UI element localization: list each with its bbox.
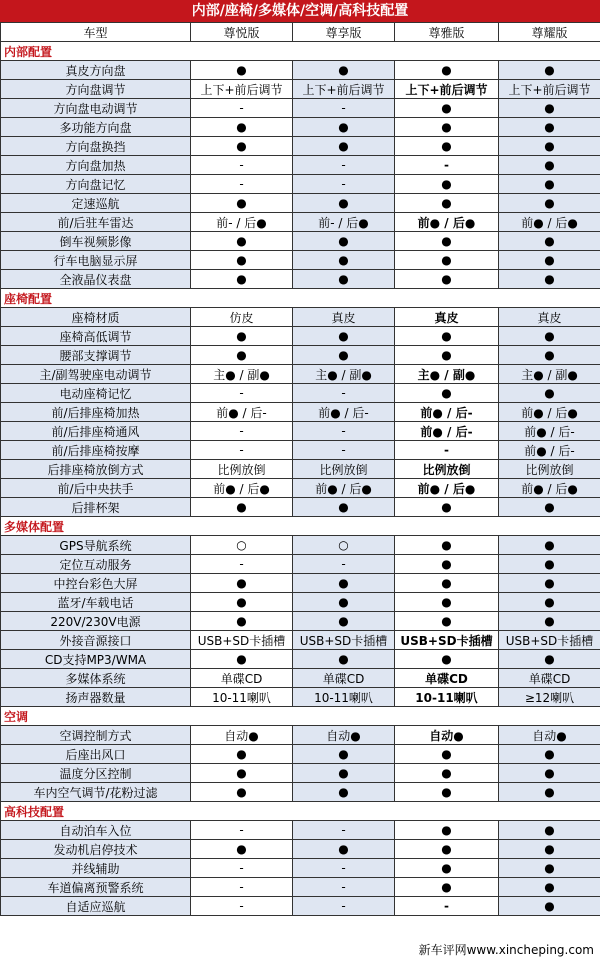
- feature-value: ●: [395, 593, 499, 612]
- header-trim-2: 尊享版: [293, 23, 395, 42]
- feature-value: ●: [191, 498, 293, 517]
- feature-value: ○: [191, 536, 293, 555]
- feature-label: 座椅材质: [1, 308, 191, 327]
- feature-value: -: [293, 897, 395, 916]
- feature-value: 单碟CD: [499, 669, 600, 688]
- section-title: 多媒体配置: [1, 517, 600, 536]
- feature-value: 自动●: [499, 726, 600, 745]
- feature-value: ●: [191, 61, 293, 80]
- feature-value: -: [191, 555, 293, 574]
- feature-label: 车内空气调节/花粉过滤: [1, 783, 191, 802]
- feature-value: ●: [293, 764, 395, 783]
- feature-value: ●: [499, 764, 600, 783]
- table-row: [1, 498, 600, 517]
- feature-value: USB+SD卡插槽: [293, 631, 395, 650]
- feature-value: -: [293, 859, 395, 878]
- feature-value: 前● / 后-: [499, 441, 600, 460]
- feature-value: ●: [395, 346, 499, 365]
- table-row: [1, 422, 600, 441]
- feature-value: ●: [499, 99, 600, 118]
- table-row: [1, 346, 600, 365]
- feature-value: ●: [395, 194, 499, 213]
- feature-label: 方向盘加热: [1, 156, 191, 175]
- feature-label: 外接音源接口: [1, 631, 191, 650]
- feature-label: 方向盘调节: [1, 80, 191, 99]
- table-row: [1, 232, 600, 251]
- feature-value: ●: [395, 574, 499, 593]
- spec-table: [0, 22, 600, 916]
- feature-value: ●: [191, 783, 293, 802]
- feature-value: ●: [395, 821, 499, 840]
- table-row: [1, 460, 600, 479]
- feature-value: ●: [191, 840, 293, 859]
- feature-label: 自动泊车入位: [1, 821, 191, 840]
- feature-value: ●: [499, 194, 600, 213]
- feature-value: 前- / 后●: [293, 213, 395, 232]
- feature-value: 前● / 后●: [499, 213, 600, 232]
- feature-value: ●: [499, 574, 600, 593]
- feature-value: ●: [499, 384, 600, 403]
- table-row: [1, 783, 600, 802]
- table-row: [1, 80, 600, 99]
- table-row: [1, 308, 600, 327]
- feature-value: ●: [499, 232, 600, 251]
- feature-label: 前/后排座椅加热: [1, 403, 191, 422]
- feature-value: ●: [293, 251, 395, 270]
- table-row: [1, 840, 600, 859]
- feature-value: 前● / 后●: [395, 479, 499, 498]
- feature-value: ●: [499, 878, 600, 897]
- feature-label: 后排座椅放倒方式: [1, 460, 191, 479]
- feature-value: 前● / 后-: [395, 422, 499, 441]
- feature-label: 真皮方向盘: [1, 61, 191, 80]
- feature-value: ●: [395, 498, 499, 517]
- feature-value: ●: [191, 650, 293, 669]
- feature-value: ●: [293, 745, 395, 764]
- feature-value: 自动●: [191, 726, 293, 745]
- feature-value: ●: [395, 61, 499, 80]
- feature-value: ●: [395, 536, 499, 555]
- section-row: [1, 289, 600, 308]
- feature-label: 发动机启停技术: [1, 840, 191, 859]
- feature-value: ●: [395, 878, 499, 897]
- feature-value: -: [293, 99, 395, 118]
- feature-value: ●: [499, 612, 600, 631]
- table-row: [1, 631, 600, 650]
- feature-value: ●: [499, 346, 600, 365]
- feature-label: 并线辅助: [1, 859, 191, 878]
- table-row: [1, 384, 600, 403]
- header-model-label: 车型: [1, 23, 191, 42]
- feature-value: ●: [191, 745, 293, 764]
- feature-value: 10-11喇叭: [395, 688, 499, 707]
- feature-label: 前/后中央扶手: [1, 479, 191, 498]
- table-row: [1, 669, 600, 688]
- feature-value: ●: [499, 270, 600, 289]
- feature-value: ●: [499, 840, 600, 859]
- feature-value: ●: [293, 137, 395, 156]
- feature-value: ●: [499, 593, 600, 612]
- feature-value: ●: [191, 327, 293, 346]
- feature-label: 座椅高低调节: [1, 327, 191, 346]
- feature-value: -: [191, 99, 293, 118]
- feature-value: ●: [395, 612, 499, 631]
- feature-value: USB+SD卡插槽: [395, 631, 499, 650]
- feature-value: -: [293, 555, 395, 574]
- feature-value: -: [293, 156, 395, 175]
- feature-value: 真皮: [395, 308, 499, 327]
- feature-value: ●: [499, 498, 600, 517]
- feature-value: -: [395, 441, 499, 460]
- feature-value: ●: [395, 137, 499, 156]
- table-row: [1, 612, 600, 631]
- feature-value: ●: [395, 859, 499, 878]
- feature-value: 主● / 副●: [293, 365, 395, 384]
- feature-value: USB+SD卡插槽: [499, 631, 600, 650]
- feature-value: ●: [395, 384, 499, 403]
- feature-value: 前- / 后●: [191, 213, 293, 232]
- feature-value: -: [191, 821, 293, 840]
- feature-value: USB+SD卡插槽: [191, 631, 293, 650]
- table-row: [1, 726, 600, 745]
- feature-value: ●: [293, 593, 395, 612]
- feature-value: ●: [499, 175, 600, 194]
- feature-label: 前/后排座椅按摩: [1, 441, 191, 460]
- table-row: [1, 251, 600, 270]
- footer-credit: 新车评网www.xincheping.com: [418, 943, 594, 957]
- feature-value: ●: [395, 745, 499, 764]
- feature-value: 自动●: [395, 726, 499, 745]
- feature-value: 主● / 副●: [499, 365, 600, 384]
- feature-value: ●: [499, 536, 600, 555]
- feature-value: ●: [499, 327, 600, 346]
- table-row: [1, 365, 600, 384]
- feature-value: -: [191, 859, 293, 878]
- feature-value: ●: [395, 840, 499, 859]
- table-row: [1, 859, 600, 878]
- section-title: 内部配置: [1, 42, 600, 61]
- feature-label: 行车电脑显示屏: [1, 251, 191, 270]
- feature-value: ●: [395, 327, 499, 346]
- section-title: 座椅配置: [1, 289, 600, 308]
- feature-value: ●: [293, 574, 395, 593]
- feature-label: 全液晶仪表盘: [1, 270, 191, 289]
- feature-label: 蓝牙/车载电话: [1, 593, 191, 612]
- feature-value: 比例放倒: [293, 460, 395, 479]
- feature-value: -: [191, 897, 293, 916]
- table-row: [1, 650, 600, 669]
- feature-value: 前● / 后●: [499, 479, 600, 498]
- feature-value: 比例放倒: [191, 460, 293, 479]
- feature-value: ●: [395, 764, 499, 783]
- feature-value: 上下+前后调节: [395, 80, 499, 99]
- feature-label: 扬声器数量: [1, 688, 191, 707]
- feature-label: 温度分区控制: [1, 764, 191, 783]
- table-row: [1, 897, 600, 916]
- feature-value: ●: [395, 270, 499, 289]
- feature-value: 上下+前后调节: [293, 80, 395, 99]
- table-row: [1, 213, 600, 232]
- header-trim-1: 尊悦版: [191, 23, 293, 42]
- feature-value: ●: [191, 612, 293, 631]
- feature-value: ●: [395, 555, 499, 574]
- feature-value: 前● / 后●: [191, 479, 293, 498]
- feature-label: CD支持MP3/WMA: [1, 650, 191, 669]
- feature-value: 前● / 后●: [395, 213, 499, 232]
- feature-value: ●: [499, 897, 600, 916]
- table-row: [1, 688, 600, 707]
- feature-label: 中控台彩色大屏: [1, 574, 191, 593]
- feature-value: ●: [191, 194, 293, 213]
- feature-label: 腰部支撑调节: [1, 346, 191, 365]
- feature-label: 前/后驻车雷达: [1, 213, 191, 232]
- feature-value: ●: [499, 251, 600, 270]
- feature-label: 倒车视频影像: [1, 232, 191, 251]
- section-title: 空调: [1, 707, 600, 726]
- feature-label: 后座出风口: [1, 745, 191, 764]
- feature-value: ●: [395, 118, 499, 137]
- section-row: [1, 517, 600, 536]
- feature-value: ●: [191, 593, 293, 612]
- header-trim-4: 尊耀版: [499, 23, 600, 42]
- feature-value: ●: [499, 61, 600, 80]
- feature-value: ●: [499, 745, 600, 764]
- feature-value: ●: [499, 555, 600, 574]
- feature-label: 方向盘电动调节: [1, 99, 191, 118]
- feature-value: ●: [293, 498, 395, 517]
- feature-value: -: [191, 156, 293, 175]
- feature-value: ●: [499, 859, 600, 878]
- feature-value: ≥12喇叭: [499, 688, 600, 707]
- feature-value: -: [293, 821, 395, 840]
- feature-value: ●: [395, 232, 499, 251]
- feature-value: 主● / 副●: [191, 365, 293, 384]
- feature-label: 自适应巡航: [1, 897, 191, 916]
- feature-value: 前● / 后●: [293, 479, 395, 498]
- feature-value: ●: [499, 783, 600, 802]
- section-row: [1, 42, 600, 61]
- feature-value: ●: [191, 346, 293, 365]
- page-title: 内部/座椅/多媒体/空调/高科技配置: [0, 0, 600, 22]
- feature-value: -: [191, 441, 293, 460]
- feature-value: -: [293, 878, 395, 897]
- feature-value: ●: [499, 137, 600, 156]
- section-row: [1, 802, 600, 821]
- header-row: [1, 23, 600, 42]
- feature-value: 自动●: [293, 726, 395, 745]
- feature-value: ●: [191, 574, 293, 593]
- table-row: [1, 764, 600, 783]
- section-row: [1, 707, 600, 726]
- feature-label: 定位互动服务: [1, 555, 191, 574]
- feature-value: ●: [293, 650, 395, 669]
- feature-value: 真皮: [499, 308, 600, 327]
- feature-value: 上下+前后调节: [499, 80, 600, 99]
- table-row: [1, 156, 600, 175]
- feature-value: 上下+前后调节: [191, 80, 293, 99]
- feature-label: 220V/230V电源: [1, 612, 191, 631]
- feature-value: -: [293, 175, 395, 194]
- feature-value: 主● / 副●: [395, 365, 499, 384]
- feature-value: ●: [293, 346, 395, 365]
- feature-value: -: [293, 441, 395, 460]
- feature-value: 单碟CD: [395, 669, 499, 688]
- feature-label: 方向盘换挡: [1, 137, 191, 156]
- feature-value: 10-11喇叭: [293, 688, 395, 707]
- feature-value: ●: [499, 821, 600, 840]
- feature-value: ●: [191, 137, 293, 156]
- feature-value: -: [293, 384, 395, 403]
- feature-label: 多功能方向盘: [1, 118, 191, 137]
- table-row: [1, 555, 600, 574]
- feature-value: ○: [293, 536, 395, 555]
- feature-label: 后排杯架: [1, 498, 191, 517]
- feature-value: 仿皮: [191, 308, 293, 327]
- feature-value: -: [191, 175, 293, 194]
- feature-value: ●: [499, 650, 600, 669]
- feature-label: 车道偏离预警系统: [1, 878, 191, 897]
- feature-value: 单碟CD: [293, 669, 395, 688]
- table-row: [1, 118, 600, 137]
- feature-value: 10-11喇叭: [191, 688, 293, 707]
- feature-value: ●: [191, 118, 293, 137]
- feature-label: 电动座椅记忆: [1, 384, 191, 403]
- feature-value: ●: [499, 118, 600, 137]
- table-row: [1, 137, 600, 156]
- feature-value: -: [191, 384, 293, 403]
- table-row: [1, 327, 600, 346]
- feature-value: ●: [293, 612, 395, 631]
- feature-value: ●: [395, 99, 499, 118]
- feature-value: 前● / 后-: [499, 422, 600, 441]
- feature-value: ●: [293, 118, 395, 137]
- feature-value: 前● / 后-: [395, 403, 499, 422]
- feature-value: ●: [499, 156, 600, 175]
- table-row: [1, 403, 600, 422]
- feature-label: 多媒体系统: [1, 669, 191, 688]
- feature-value: ●: [293, 270, 395, 289]
- feature-label: 主/副驾驶座电动调节: [1, 365, 191, 384]
- feature-label: 空调控制方式: [1, 726, 191, 745]
- table-row: [1, 194, 600, 213]
- feature-value: 比例放倒: [499, 460, 600, 479]
- feature-value: -: [191, 878, 293, 897]
- feature-value: -: [395, 156, 499, 175]
- feature-label: 方向盘记忆: [1, 175, 191, 194]
- feature-value: ●: [191, 232, 293, 251]
- table-row: [1, 574, 600, 593]
- feature-value: 前● / 后-: [293, 403, 395, 422]
- feature-value: 比例放倒: [395, 460, 499, 479]
- feature-value: ●: [293, 232, 395, 251]
- table-row: [1, 745, 600, 764]
- feature-value: ●: [191, 764, 293, 783]
- table-row: [1, 61, 600, 80]
- feature-value: ●: [293, 783, 395, 802]
- feature-value: ●: [191, 270, 293, 289]
- feature-value: -: [395, 897, 499, 916]
- feature-value: ●: [293, 194, 395, 213]
- table-row: [1, 593, 600, 612]
- table-row: [1, 878, 600, 897]
- feature-value: 前● / 后●: [499, 403, 600, 422]
- feature-label: 定速巡航: [1, 194, 191, 213]
- header-trim-3: 尊雅版: [395, 23, 499, 42]
- feature-label: GPS导航系统: [1, 536, 191, 555]
- table-row: [1, 536, 600, 555]
- feature-value: 前● / 后-: [191, 403, 293, 422]
- feature-value: ●: [395, 650, 499, 669]
- feature-value: ●: [191, 251, 293, 270]
- feature-value: ●: [395, 783, 499, 802]
- feature-value: ●: [395, 175, 499, 194]
- feature-value: 单碟CD: [191, 669, 293, 688]
- table-row: [1, 99, 600, 118]
- table-row: [1, 175, 600, 194]
- feature-label: 前/后排座椅通风: [1, 422, 191, 441]
- feature-value: -: [191, 422, 293, 441]
- feature-value: ●: [293, 61, 395, 80]
- table-row: [1, 821, 600, 840]
- table-row: [1, 270, 600, 289]
- feature-value: -: [293, 422, 395, 441]
- feature-value: 真皮: [293, 308, 395, 327]
- table-row: [1, 441, 600, 460]
- feature-value: ●: [293, 327, 395, 346]
- section-title: 高科技配置: [1, 802, 600, 821]
- feature-value: ●: [395, 251, 499, 270]
- table-row: [1, 479, 600, 498]
- feature-value: ●: [293, 840, 395, 859]
